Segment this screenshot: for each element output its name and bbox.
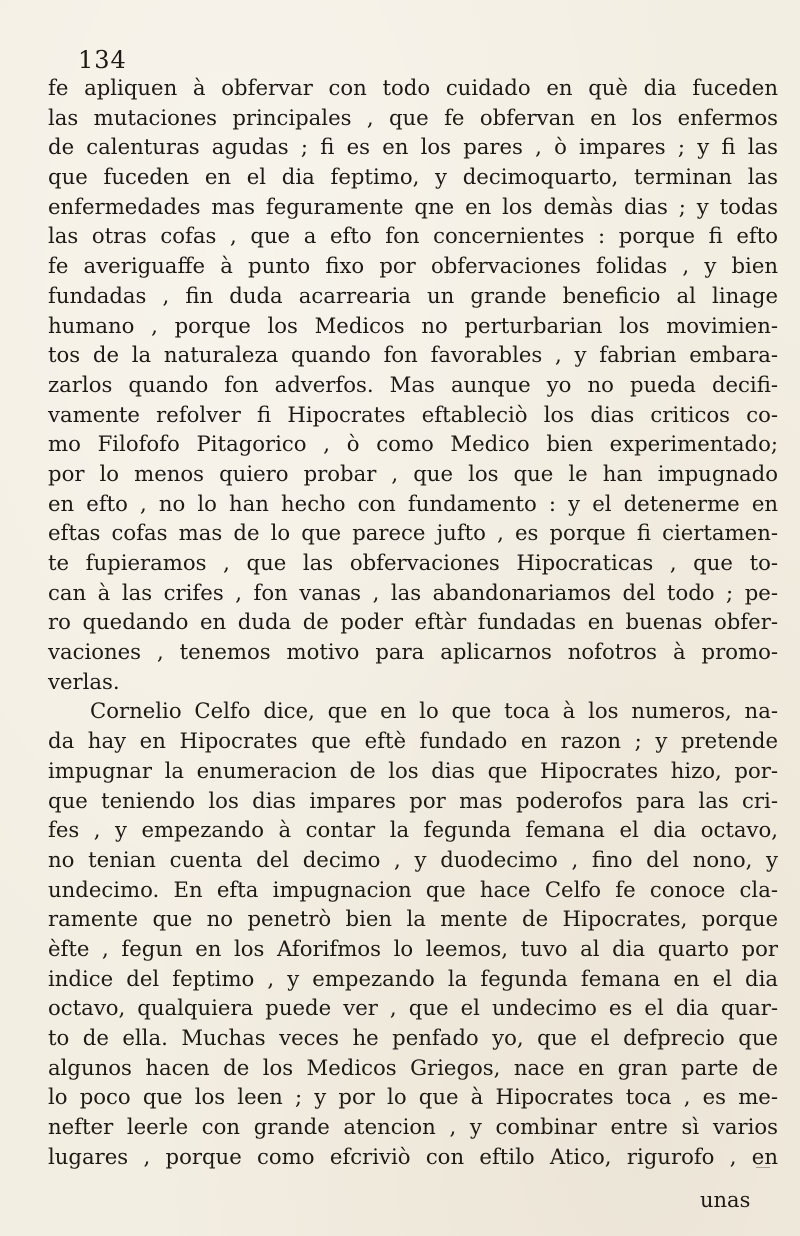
text-line: fes , y empezando à contar la fegunda femana el dia octavo, [48,817,778,843]
text-line: en efto , no lo han hecho con fundamento : y el detenerme en [48,490,778,516]
paragraph-end-line: verlas. [48,668,120,694]
text-line: fe averiguaffe à punto fixo por obfervaciones folidas , y bien [48,253,778,279]
text-line: no tenian cuenta del decimo , y duodecimo , fino del nono, y [48,846,778,872]
text-line: vamente refolver fi Hipocrates eftableciò los dias criticos co- [48,401,778,427]
text-line: ro quedando en duda de poder eftàr fundadas en buenas obfer- [48,609,778,635]
text-line: te fupieramos , que las obfervaciones Hipocraticas , que to- [48,550,778,575]
text-line: lo poco que los leen ; y por lo que à Hipocrates toca , es me- [48,1084,778,1110]
body-text [48,73,778,1171]
text-line: lugares , porque como efcriviò con eftilo Atico, rigurofo , en [48,1143,778,1169]
text-line: tos de la naturaleza quando fon favorables , y fabrian embara- [48,342,778,368]
text-line: undecimo. En efta impugnacion que hace Celfo fe conoce cla- [48,876,778,902]
catchword: unas [700,1188,751,1212]
text-line: to de ella. Muchas veces he penfado yo, que el defprecio que [48,1025,778,1050]
text-line: por lo menos quiero probar , que los que le han impugnado [48,460,778,486]
text-line: que fuceden en el dia feptimo, y decimoquarto, terminan las [48,164,778,190]
text-line: eftas cofas mas de lo que parece jufto , es porque fi ciertamen- [48,520,778,546]
text-line: zarlos quando fon adverfos. Mas aunque yo no pueda decifi- [48,371,778,397]
text-line: èfte , fegun en los Aforifmos lo leemos, tuvo al dia quarto por [48,935,778,961]
text-line: fundadas , fin duda acarrearia un grande beneficio al linage [48,282,778,308]
text-line: las otras cofas , que a efto fon concernientes : porque fi efto [48,223,778,249]
text-line: fe apliquen à obfervar con todo cuidado en què dia fuceden [48,75,778,100]
text-line: da hay en Hipocrates que eftè fundado en razon ; y pretende [48,728,778,754]
text-line: can à las crifes , fon vanas , las abandonariamos del todo ; pe- [48,579,778,605]
text-line: ramente que no penetrò bien la mente de Hipocrates, porque [48,906,778,932]
page-number: 134 [78,46,127,74]
text-line: indice del feptimo , y empezando la fegunda femana en el dia [48,965,778,991]
text-line: que teniendo los dias impares por mas poderofos para las cri- [48,787,778,813]
print-mark [756,1167,770,1174]
text-line: algunos hacen de los Medicos Griegos, nace en gran parte de [48,1054,778,1080]
text-line: enfermedades mas feguramente qne en los demàs dias ; y todas [48,193,778,219]
text-line: nefter leerle con grande atencion , y combinar entre sì varios [48,1114,778,1140]
text-line: mo Filofofo Pitagorico , ò como Medico bien experimentado; [48,431,778,457]
paragraph-start-line: Cornelio Celfo dice, que en lo que toca à los numeros, na- [90,698,778,724]
text-line: humano , porque los Medicos no perturbarian los movimien- [48,312,778,338]
text-line: las mutaciones principales , que fe obfervan en los enfermos [48,104,778,130]
text-line: impugnar la enumeracion de los dias que Hipocrates hizo, por- [48,757,778,783]
text-line: de calenturas agudas ; fi es en los pares , ò impares ; y fi las [48,134,778,160]
text-line: vaciones , tenemos motivo para aplicarnos nofotros à promo- [48,639,778,665]
text-line: octavo, qualquiera puede ver , que el undecimo es el dia quar- [48,995,778,1021]
